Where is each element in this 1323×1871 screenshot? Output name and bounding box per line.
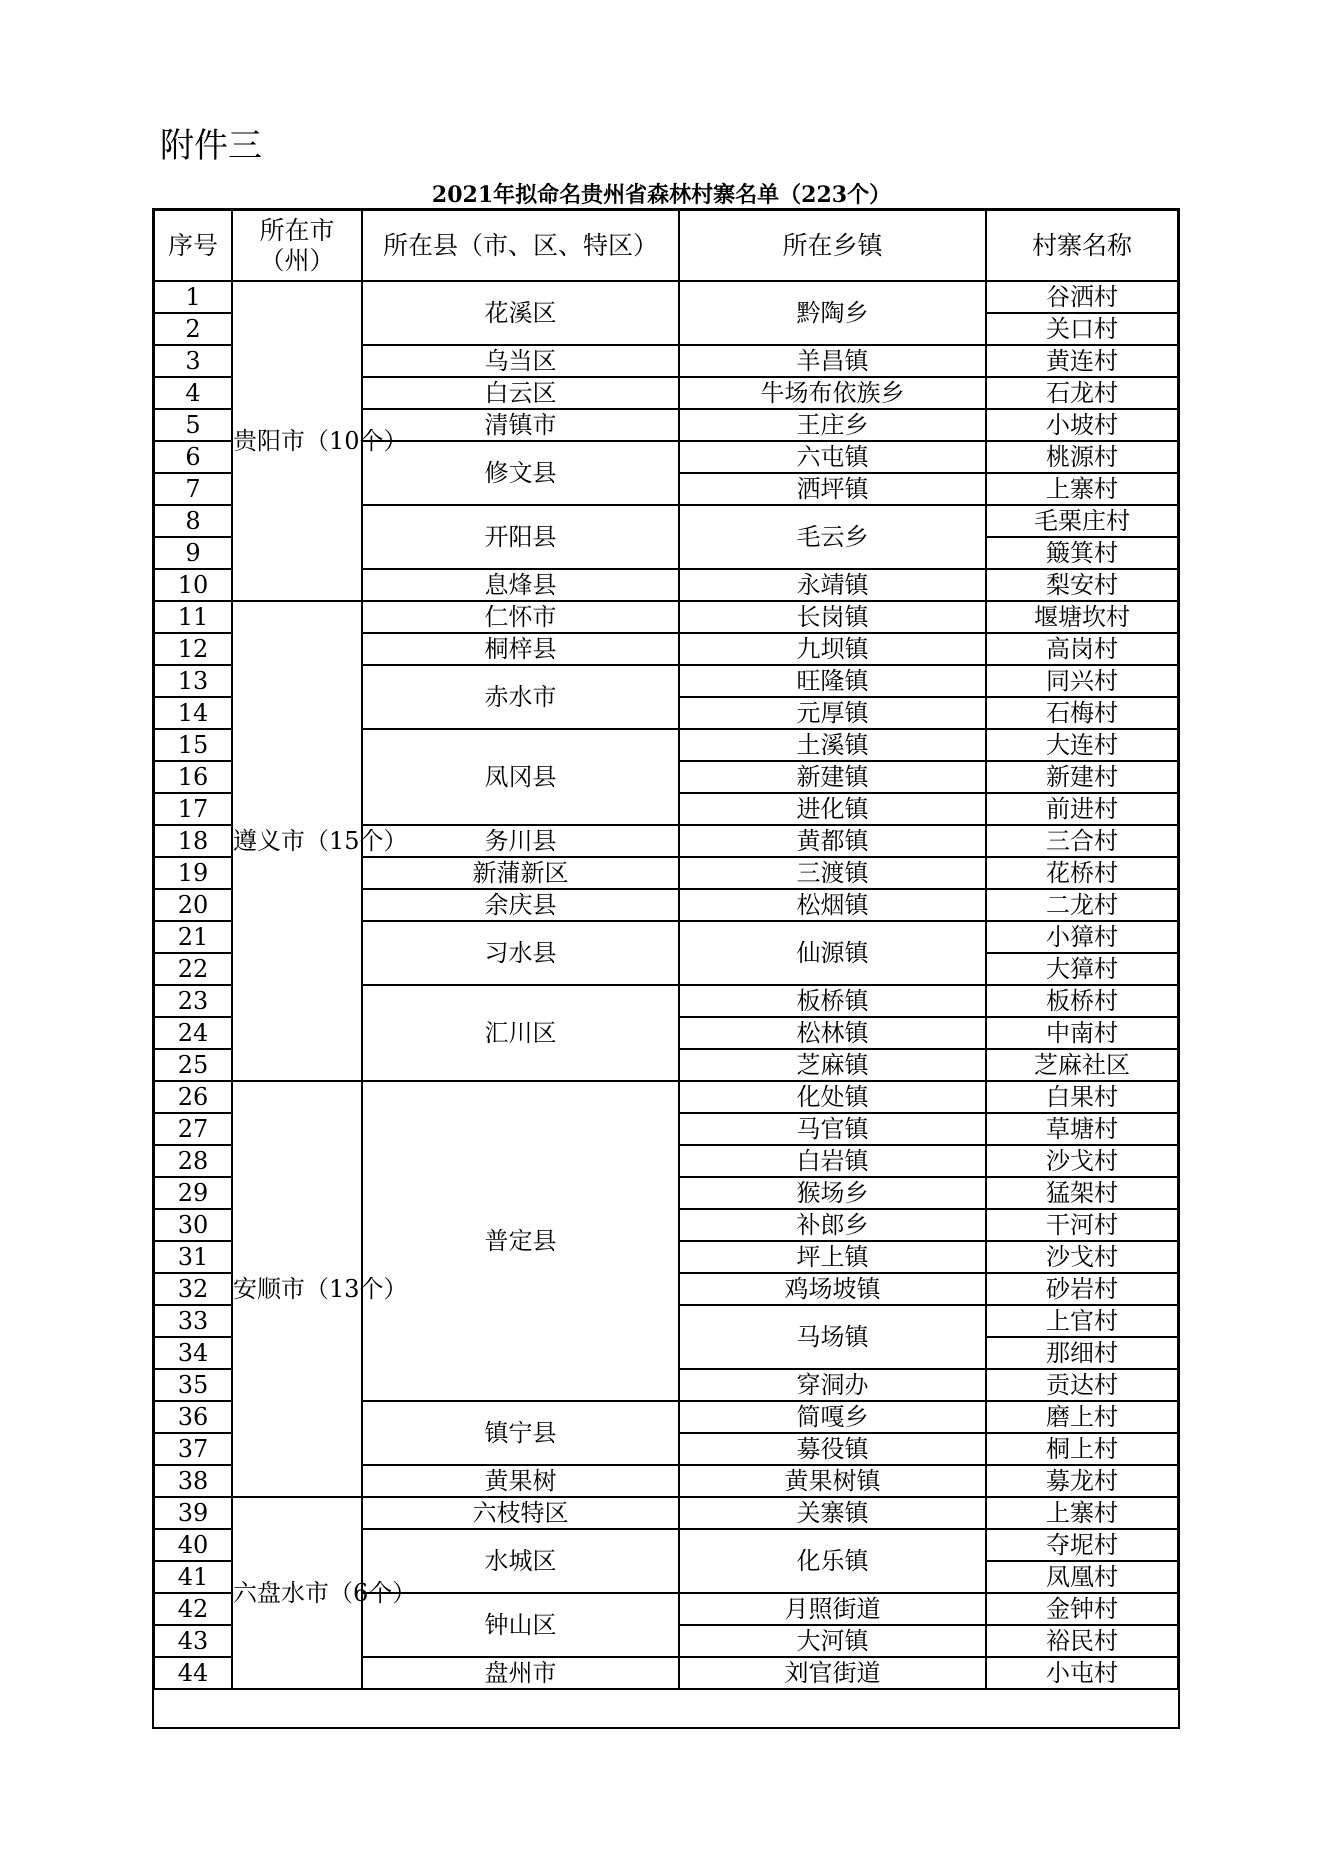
row-number: 14 xyxy=(154,697,232,729)
village-cell: 金钟村 xyxy=(986,1593,1178,1625)
town-cell: 新建镇 xyxy=(679,761,986,793)
village-cell: 二龙村 xyxy=(986,889,1178,921)
town-cell: 补郎乡 xyxy=(679,1209,986,1241)
row-number: 22 xyxy=(154,953,232,985)
county-cell: 黄果树 xyxy=(362,1465,679,1497)
row-number: 10 xyxy=(154,569,232,601)
county-cell: 钟山区 xyxy=(362,1593,679,1657)
town-cell: 大河镇 xyxy=(679,1625,986,1657)
row-number: 35 xyxy=(154,1369,232,1401)
village-cell: 芝麻社区 xyxy=(986,1049,1178,1081)
row-number: 2 xyxy=(154,313,232,345)
town-cell: 长岗镇 xyxy=(679,601,986,633)
county-cell: 盘州市 xyxy=(362,1657,679,1689)
village-cell: 簸箕村 xyxy=(986,537,1178,569)
county-cell: 镇宁县 xyxy=(362,1401,679,1465)
village-cell: 大连村 xyxy=(986,729,1178,761)
row-number: 20 xyxy=(154,889,232,921)
town-cell: 王庄乡 xyxy=(679,409,986,441)
village-cell: 上官村 xyxy=(986,1305,1178,1337)
row-number: 11 xyxy=(154,601,232,633)
town-cell: 元厚镇 xyxy=(679,697,986,729)
village-cell: 上寨村 xyxy=(986,473,1178,505)
county-cell: 习水县 xyxy=(362,921,679,985)
row-number: 31 xyxy=(154,1241,232,1273)
table-row xyxy=(154,601,1178,633)
town-cell: 洒坪镇 xyxy=(679,473,986,505)
row-number: 27 xyxy=(154,1113,232,1145)
row-number: 36 xyxy=(154,1401,232,1433)
village-cell: 沙戈村 xyxy=(986,1241,1178,1273)
town-cell: 芝麻镇 xyxy=(679,1049,986,1081)
town-cell: 黄果树镇 xyxy=(679,1465,986,1497)
city-cell: 遵义市（15个） xyxy=(232,601,362,1081)
village-cell: 上寨村 xyxy=(986,1497,1178,1529)
row-number: 17 xyxy=(154,793,232,825)
town-cell: 马官镇 xyxy=(679,1113,986,1145)
village-cell: 关口村 xyxy=(986,313,1178,345)
village-cell: 沙戈村 xyxy=(986,1145,1178,1177)
village-cell: 花桥村 xyxy=(986,857,1178,889)
village-cell: 毛栗庄村 xyxy=(986,505,1178,537)
village-cell: 板桥村 xyxy=(986,985,1178,1017)
table-row xyxy=(154,1081,1178,1113)
village-cell: 桃源村 xyxy=(986,441,1178,473)
row-number: 34 xyxy=(154,1337,232,1369)
row-number: 32 xyxy=(154,1273,232,1305)
village-cell: 那细村 xyxy=(986,1337,1178,1369)
county-cell: 开阳县 xyxy=(362,505,679,569)
village-cell: 草塘村 xyxy=(986,1113,1178,1145)
row-number: 13 xyxy=(154,665,232,697)
county-cell: 修文县 xyxy=(362,441,679,505)
row-number: 41 xyxy=(154,1561,232,1593)
row-number: 12 xyxy=(154,633,232,665)
village-cell: 石龙村 xyxy=(986,377,1178,409)
village-cell: 新建村 xyxy=(986,761,1178,793)
row-number: 28 xyxy=(154,1145,232,1177)
county-cell: 清镇市 xyxy=(362,409,679,441)
town-cell: 板桥镇 xyxy=(679,985,986,1017)
row-number: 1 xyxy=(154,281,232,313)
county-cell: 普定县 xyxy=(362,1081,679,1401)
county-cell: 仁怀市 xyxy=(362,601,679,633)
town-cell: 简嘎乡 xyxy=(679,1401,986,1433)
village-cell: 谷洒村 xyxy=(986,281,1178,313)
county-cell: 息烽县 xyxy=(362,569,679,601)
county-cell: 余庆县 xyxy=(362,889,679,921)
village-cell: 堰塘坎村 xyxy=(986,601,1178,633)
village-cell: 黄连村 xyxy=(986,345,1178,377)
row-number: 9 xyxy=(154,537,232,569)
document-title: 2021年拟命名贵州省森林村寨名单（223个） xyxy=(431,182,892,208)
row-number: 30 xyxy=(154,1209,232,1241)
village-cell: 大獐村 xyxy=(986,953,1178,985)
village-cell: 砂岩村 xyxy=(986,1273,1178,1305)
village-cell: 小獐村 xyxy=(986,921,1178,953)
village-cell: 凤凰村 xyxy=(986,1561,1178,1593)
village-cell: 梨安村 xyxy=(986,569,1178,601)
town-cell: 鸡场坡镇 xyxy=(679,1273,986,1305)
row-number: 33 xyxy=(154,1305,232,1337)
town-cell: 羊昌镇 xyxy=(679,345,986,377)
village-cell: 贡达村 xyxy=(986,1369,1178,1401)
village-cell: 三合村 xyxy=(986,825,1178,857)
town-cell: 松烟镇 xyxy=(679,889,986,921)
row-number: 15 xyxy=(154,729,232,761)
village-cell: 磨上村 xyxy=(986,1401,1178,1433)
header-village: 村寨名称 xyxy=(986,210,1178,281)
county-cell: 水城区 xyxy=(362,1529,679,1593)
county-cell: 桐梓县 xyxy=(362,633,679,665)
village-cell: 募龙村 xyxy=(986,1465,1178,1497)
row-number: 26 xyxy=(154,1081,232,1113)
county-cell: 务川县 xyxy=(362,825,679,857)
row-number: 42 xyxy=(154,1593,232,1625)
header-city: 所在市（州） xyxy=(232,210,362,281)
town-cell: 坪上镇 xyxy=(679,1241,986,1273)
row-number: 25 xyxy=(154,1049,232,1081)
town-cell: 白岩镇 xyxy=(679,1145,986,1177)
town-cell: 土溪镇 xyxy=(679,729,986,761)
town-cell: 马场镇 xyxy=(679,1305,986,1369)
row-number: 44 xyxy=(154,1657,232,1689)
attachment-label: 附件三 xyxy=(160,126,262,166)
town-cell: 黄都镇 xyxy=(679,825,986,857)
town-cell: 三渡镇 xyxy=(679,857,986,889)
village-cell: 裕民村 xyxy=(986,1625,1178,1657)
county-cell: 凤冈县 xyxy=(362,729,679,825)
town-cell: 月照街道 xyxy=(679,1593,986,1625)
row-number: 23 xyxy=(154,985,232,1017)
row-number: 4 xyxy=(154,377,232,409)
table-row xyxy=(154,281,1178,313)
row-number: 40 xyxy=(154,1529,232,1561)
town-cell: 牛场布依族乡 xyxy=(679,377,986,409)
header-county: 所在县（市、区、特区） xyxy=(362,210,679,281)
village-cell: 干河村 xyxy=(986,1209,1178,1241)
row-number: 18 xyxy=(154,825,232,857)
header-no: 序号 xyxy=(154,210,232,281)
table-body xyxy=(154,281,1178,1689)
city-cell: 贵阳市（10个） xyxy=(232,281,362,601)
village-cell: 同兴村 xyxy=(986,665,1178,697)
town-cell: 毛云乡 xyxy=(679,505,986,569)
town-cell: 募役镇 xyxy=(679,1433,986,1465)
row-number: 38 xyxy=(154,1465,232,1497)
town-cell: 猴场乡 xyxy=(679,1177,986,1209)
town-cell: 仙源镇 xyxy=(679,921,986,985)
table-header-row xyxy=(154,210,1178,281)
village-cell: 猛架村 xyxy=(986,1177,1178,1209)
county-cell: 乌当区 xyxy=(362,345,679,377)
city-cell: 安顺市（13个） xyxy=(232,1081,362,1497)
row-number: 7 xyxy=(154,473,232,505)
county-cell: 白云区 xyxy=(362,377,679,409)
row-number: 21 xyxy=(154,921,232,953)
county-cell: 赤水市 xyxy=(362,665,679,729)
village-cell: 夺坭村 xyxy=(986,1529,1178,1561)
row-number: 24 xyxy=(154,1017,232,1049)
town-cell: 进化镇 xyxy=(679,793,986,825)
village-cell: 高岗村 xyxy=(986,633,1178,665)
table-row xyxy=(154,1497,1178,1529)
town-cell: 刘官街道 xyxy=(679,1657,986,1689)
row-number: 8 xyxy=(154,505,232,537)
town-cell: 旺隆镇 xyxy=(679,665,986,697)
town-cell: 穿洞办 xyxy=(679,1369,986,1401)
row-number: 29 xyxy=(154,1177,232,1209)
row-number: 37 xyxy=(154,1433,232,1465)
row-number: 39 xyxy=(154,1497,232,1529)
town-cell: 永靖镇 xyxy=(679,569,986,601)
village-cell: 石梅村 xyxy=(986,697,1178,729)
town-cell: 六屯镇 xyxy=(679,441,986,473)
town-cell: 关寨镇 xyxy=(679,1497,986,1529)
village-cell: 中南村 xyxy=(986,1017,1178,1049)
village-cell: 前进村 xyxy=(986,793,1178,825)
village-cell: 小屯村 xyxy=(986,1657,1178,1689)
village-cell: 白果村 xyxy=(986,1081,1178,1113)
row-number: 3 xyxy=(154,345,232,377)
county-cell: 汇川区 xyxy=(362,985,679,1081)
village-cell: 桐上村 xyxy=(986,1433,1178,1465)
village-list-table xyxy=(153,209,1179,1690)
row-number: 16 xyxy=(154,761,232,793)
town-cell: 松林镇 xyxy=(679,1017,986,1049)
city-cell: 六盘水市（6个） xyxy=(232,1497,362,1689)
row-number: 6 xyxy=(154,441,232,473)
town-cell: 黔陶乡 xyxy=(679,281,986,345)
row-number: 19 xyxy=(154,857,232,889)
town-cell: 九坝镇 xyxy=(679,633,986,665)
town-cell: 化乐镇 xyxy=(679,1529,986,1593)
header-town: 所在乡镇 xyxy=(679,210,986,281)
row-number: 43 xyxy=(154,1625,232,1657)
county-cell: 新蒲新区 xyxy=(362,857,679,889)
town-cell: 化处镇 xyxy=(679,1081,986,1113)
row-number: 5 xyxy=(154,409,232,441)
village-cell: 小坡村 xyxy=(986,409,1178,441)
county-cell: 六枝特区 xyxy=(362,1497,679,1529)
county-cell: 花溪区 xyxy=(362,281,679,345)
